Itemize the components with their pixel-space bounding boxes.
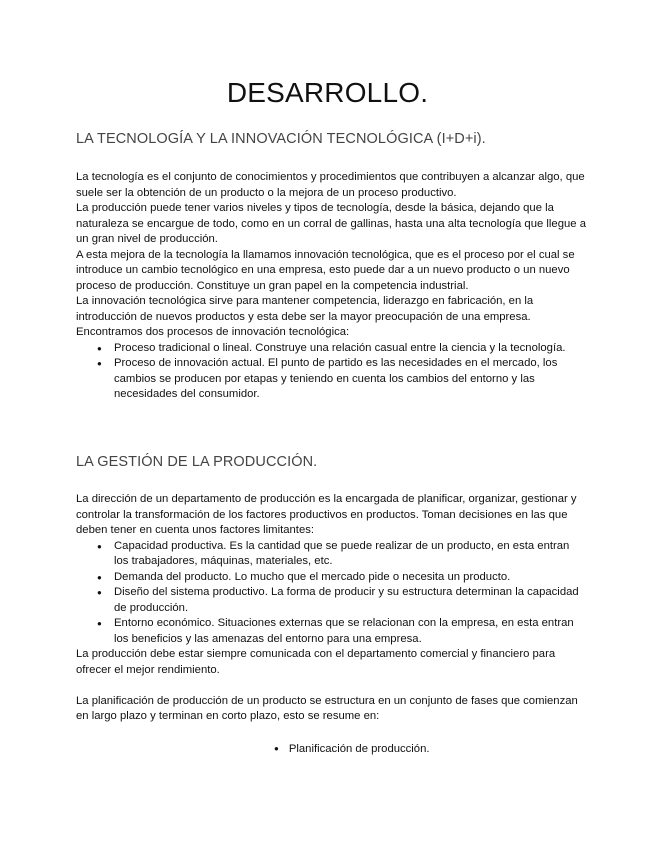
list-item: ● Capacidad productiva. Es la cantidad que se puede realizar de un producto, en esta entran los trabajadores, máquinas, materiales, etc.	[76, 539, 586, 570]
paragraph: Encontramos dos procesos de innovación tecnológica:	[76, 326, 350, 338]
section-production-body	[76, 492, 586, 725]
section-heading-production: LA GESTIÓN DE LA PRODUCCIÓN.	[76, 454, 318, 470]
section-technology-body	[76, 170, 586, 403]
list-item: ● Proceso tradicional o lineal. Construye una relación casual entre la ciencia y la tecnología.	[76, 341, 586, 357]
planning-bullet-label: Planificación de producción.	[288, 743, 430, 755]
paragraph: La planificación de producción de un producto se estructura en un conjunto de fases que comienzan en largo plazo y terminan en corto plazo, esto se resume en:	[76, 694, 578, 722]
list-item: ● Demanda del producto. Lo mucho que el mercado pide o necesita un producto.	[76, 570, 586, 586]
innovation-process-list	[76, 341, 586, 403]
section-heading-technology: LA TECNOLOGÍA Y LA INNOVACIÓN TECNOLÓGICA (I+D+i).	[76, 131, 486, 147]
paragraph: La innovación tecnológica sirve para mantener competencia, liderazgo en fabricación, en la introducción de nuevos productos y esta debe ser la mayor preocupación de una empresa.	[76, 295, 534, 323]
paragraph: La producción debe estar siempre comunicada con el departamento comercial y financiero para ofrecer el mejor rendimiento.	[76, 648, 556, 676]
list-item: ● Proceso de innovación actual. El punto de partido es las necesidades en el mercado, los cambios se producen por etapas y teniendo en cuenta los cambios del entorno y las necesidades del consumidor.	[76, 356, 586, 403]
limiting-factors-list	[76, 539, 586, 648]
paragraph: A esta mejora de la tecnología la llamamos innovación tecnológica, que es el proceso por el cual se introduce un cambio tecnológico en una empresa, esto puede dar a un nuevo producto o un nuevo proceso de producción. Constituye un gran papel en la competencia industrial.	[76, 248, 575, 292]
planning-bullet	[274, 741, 430, 758]
paragraph: La producción puede tener varios niveles y tipos de tecnología, desde la básica, dejando que la naturaleza se encargue de todo, como en un corral de gallinas, hasta una alta tecnología que llegue a un gran nivel de producción.	[76, 202, 586, 245]
paragraph: La tecnología es el conjunto de conocimientos y procedimientos que contribuyen a alcanzar algo, que suele ser la obtención de un producto o la mejora de un proceso productivo.	[76, 171, 585, 199]
document-title: DESARROLLO.	[226, 77, 429, 108]
list-item: ● Diseño del sistema productivo. La forma de producir y su estructura determinan la capacidad de producción.	[76, 585, 586, 616]
paragraph: La dirección de un departamento de producción es la encargada de planificar, organizar, gestionar y controlar la transformación de los factores productivos en productos. Toman decisiones en las que deben tener en cuenta unos factores limitantes:	[76, 493, 577, 536]
list-item: ● Entorno económico. Situaciones externas que se relacionan con la empresa, en esta entran los beneficios y las amenazas del entorno para una empresa.	[76, 616, 586, 647]
bullet-icon: ●	[274, 744, 279, 753]
